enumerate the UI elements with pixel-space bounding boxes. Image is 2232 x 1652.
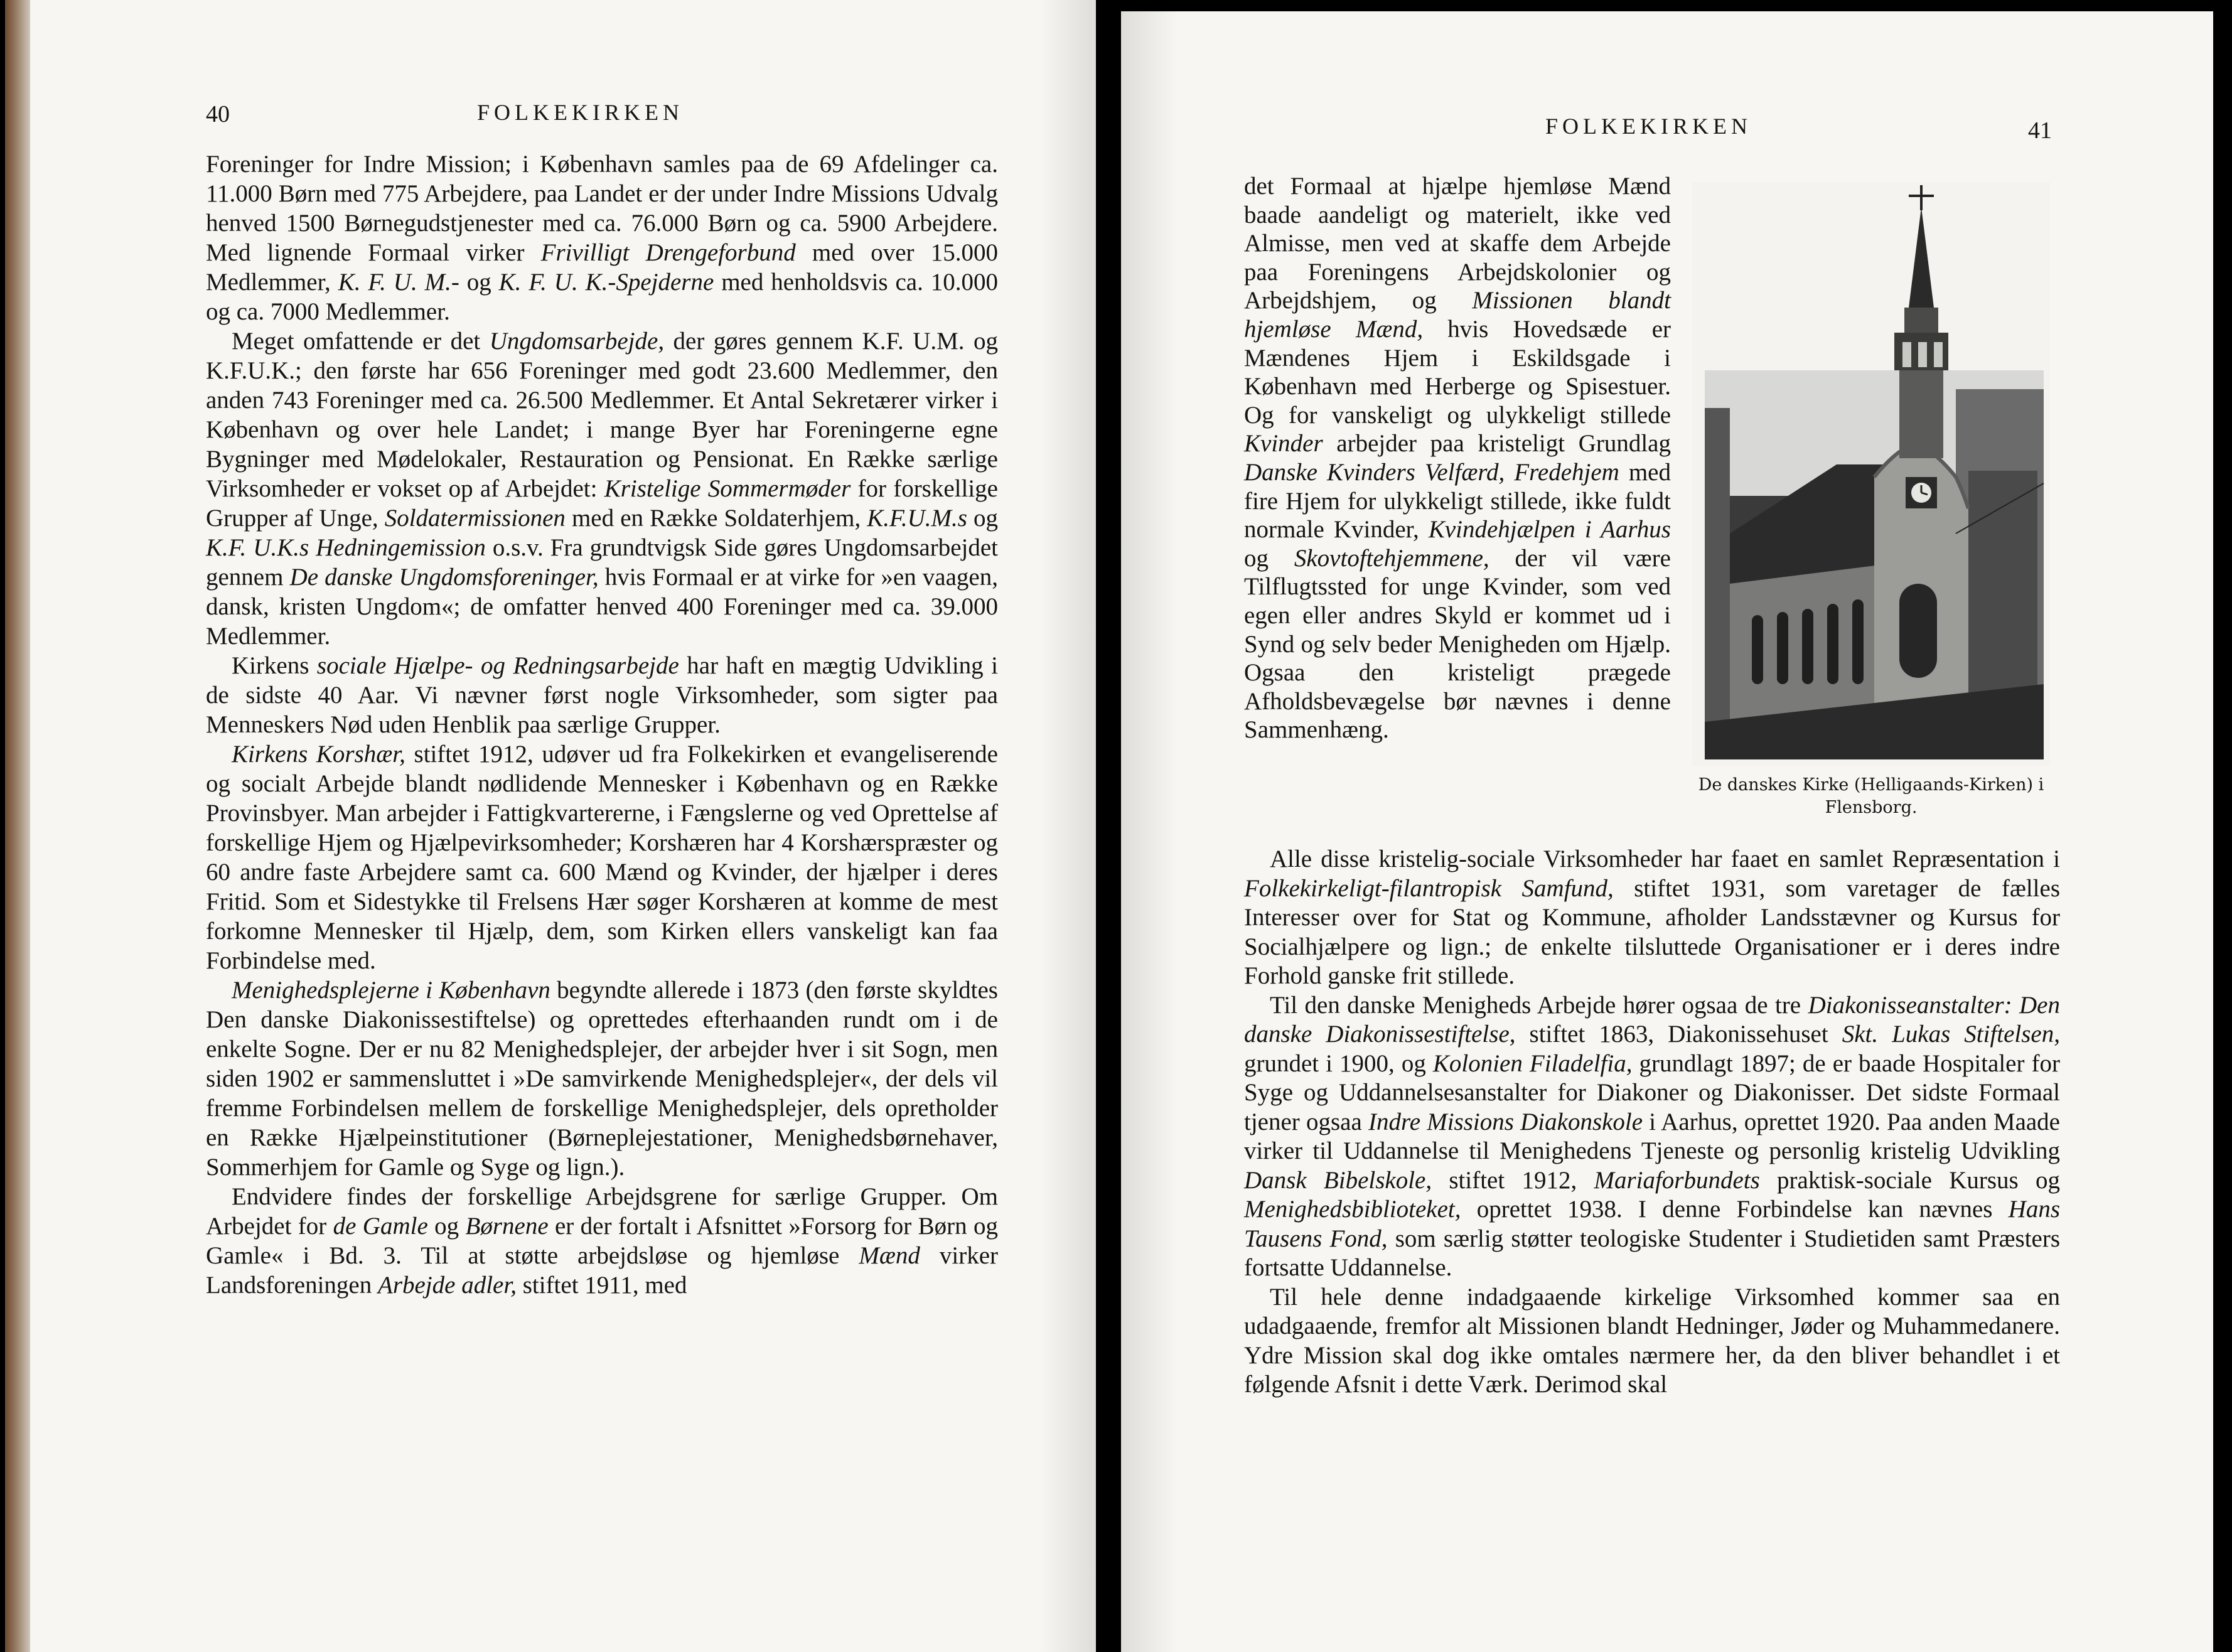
italic-term: Ungdomsarbejde, [489, 328, 665, 355]
book-edge [5, 0, 30, 1652]
italic-term: Danske Kvinders Velfærd, Fredehjem [1244, 458, 1619, 486]
italic-term: K.F.U.M.s [867, 505, 967, 532]
paragraph: Menighedsplejerne i København begyndte allerede i 1873 (den første skyldtes Den danske Diakonissestiftelse) og oprettedes efterhaanden rundt om i de enkelte Sogne. Der er nu 82 Menighedsplejer, der arbejder hver i sit Sogn, men siden 1902 er sammensluttet i »De samvirkende Menighedsplejer«, der dels vil fremme Forbindelsen mellem de forskellige Menighedsplejer, dels opretholder en Række Hjælpeinstitutioner (Børneplejestationer, Menighedsbørnehaver, Sommerhjem for Gamle og Syge og lign.). [206, 977, 998, 1181]
italic-term: Indre Missions Diakonskole [1368, 1108, 1643, 1135]
body-text [206, 149, 998, 1300]
church-photo [1692, 182, 2050, 766]
page-number: 41 [2028, 117, 2052, 144]
italic-term: Kvindehjælpen i Aarhus [1428, 516, 1671, 544]
italic-term: Diakonisseanstalter: Den danske Diakonissestiftelse, [1244, 991, 2060, 1048]
page-number: 40 [206, 101, 230, 127]
gutter-shadow [1039, 0, 1096, 1652]
body-text-beside-image [1244, 172, 1671, 744]
image-caption: De danskes Kirke (Helligaands-Kirken) i Flensborg. [1698, 775, 2044, 817]
italic-term: Arbejde adler, [378, 1272, 517, 1299]
gutter-shadow [1121, 11, 1178, 1652]
paragraph: Til hele denne indadgaaende kirkelige Virksomhed kommer saa en udadgaaende, fremfor alt Missionen blandt Hedninger, Jøder og Muhammedanere. Ydre Mission skal dog ikke omtales nærmere her, da den bliver behandlet i et følgende Afsnit i dette Værk. Derimod skal [1244, 1283, 2060, 1398]
italic-term: Kvinder [1244, 430, 1323, 458]
italic-term: K.F. U.K.s Hedningemission [206, 534, 486, 561]
italic-term: K. F. U. M. [338, 269, 451, 296]
italic-term: Kirkens Korshær, [231, 741, 405, 768]
italic-term: Mariaforbundets [1594, 1166, 1760, 1194]
italic-term: Soldatermissionen [384, 505, 566, 532]
italic-term: Kristelige Sommermøder [604, 475, 851, 502]
italic-term: K. F. U. K.-Spejderne [498, 269, 714, 296]
running-head: FOLKEKIRKEN [1545, 114, 1752, 139]
italic-term: Hans Tausens Fond, [1244, 1196, 2060, 1252]
italic-term: Missionen blandt hjemløse Mænd, [1244, 287, 1671, 343]
italic-term: Folkekirkeligt-filantropisk Samfund, [1244, 874, 1614, 902]
paragraph: det Formaal at hjælpe hjemløse Mænd baade aandeligt og materielt, ikke ved Almisse, men ved at skaffe dem Arbejde paa Foreningens Arbejdskolonier og Arbejdshjem, og Missionen blandt hjemløse Mænd, hvis Hovedsæde er Mændenes Hjem i Eskildsgade i København med Herberge og Spisestuer. Og for vanskeligt og ulykkeligt stillede Kvinder arbejder paa kristeligt Grundlag Danske Kvinders Velfærd, Fredehjem med fire Hjem for ulykkeligt stillede, ikke fuldt normale Kvinder, Kvindehjælpen i Aarhus og Skovtoftehjemmene, der vil være Tilflugtssted for unge Kvinder, som ved egen eller andres Skyld er kommet ud i Synd og selv beder Menigheden om Hjælp. Ogsaa den kristeligt prægede Afholdsbevægelse bør nævnes i denne Sammenhæng. [1244, 173, 1671, 744]
italic-term: De danske Ungdomsforeninger, [289, 564, 599, 591]
italic-term: Børnene [465, 1213, 549, 1240]
italic-term: Menighedsbiblioteket, [1244, 1196, 1461, 1223]
paragraph: Foreninger for Indre Mission; i København samles paa de 69 Afdelinger ca. 11.000 Børn med 775 Arbejdere, paa Landet er der under Indre Missions Udvalg henved 1500 Børnegudstjenester med ca. 76.000 Børn og ca. 5900 Arbejdere. Med lignende Formaal virker Frivilligt Drengeforbund med over 15.000 Medlemmer, K. F. U. M.- og K. F. U. K.-Spejderne med henholdsvis ca. 10.000 og ca. 7000 Medlemmer. [206, 151, 998, 325]
paragraph: Til den danske Menigheds Arbejde hører ogsaa de tre Diakonisseanstalter: Den danske Diakonissestiftelse, stiftet 1863, Diakonissehuset Skt. Lukas Stiftelsen, grundet i 1900, og Kolonien Filadelfia, grundlagt 1897; de er baade Hospitaler for Syge og Uddannelsesanstalter for Diakoner og Diakonisser. Det sidste Formaal tjener ogsaa Indre Missions Diakonskole i Aarhus, oprettet 1920. Paa anden Maade virker til Uddannelse til Menighedens Tjeneste og personlig kristelig Udvikling Dansk Bibelskole, stiftet 1912, Mariaforbundets praktisk-sociale Kursus og Menighedsbiblioteket, oprettet 1938. I denne Forbindelse kan nævnes Hans Tausens Fond, som særlig støtter teologiske Studenter i Studietiden samt Præsters fortsatte Uddannelse. [1244, 991, 2061, 1281]
italic-term: Menighedsplejerne i København [231, 977, 550, 1004]
running-head: FOLKEKIRKEN [477, 100, 684, 125]
italic-term: sociale Hjælpe- og Redningsarbejde [316, 652, 679, 679]
paragraph: Alle disse kristelig-sociale Virksomheder har faaet en samlet Repræsentation i Folkekirkeligt-filantropisk Samfund, stiftet 1931, som varetager de fælles Interesser over for Stat og Kommune, afholder Landsstævner og Kursus for Socialhjælpere og lign.; de enkelte tilsluttede Organisationer er i deres indre Forhold ganske frit stillede. [1244, 845, 2060, 989]
paragraph: Endvidere findes der forskellige Arbejdsgrene for særlige Grupper. Om Arbejdet for de Gamle og Børnene er der fortalt i Afsnittet »Forsorg for Børn og Gamle« i Bd. 3. Til at støtte arbejdsløse og hjemløse Mænd virker Landsforeningen Arbejde adler, stiftet 1911, med [206, 1183, 999, 1299]
body-text [1244, 845, 2060, 1400]
italic-term: Frivilligt Drengeforbund [540, 239, 796, 266]
italic-term: Skt. Lukas Stiftelsen, [1842, 1021, 2060, 1048]
paragraph: Meget omfattende er det Ungdomsarbejde, der gøres gennem K.F. U.M. og K.F.U.K.; den første har 656 Foreninger med godt 23.600 Medlemmer, den anden 743 Foreninger med ca. 26.500 Medlemmer. Et Antal Sekretærer virker i København og over hele Landet; i mange Byer har Foreningerne egne Bygninger med Mødelokaler, Restauration og Pensionat. En Række særlige Virksomheder er vokset op af Arbejdet: Kristelige Sommermøder for forskellige Grupper af Unge, Soldatermissionen med en Række Soldaterhjem, K.F.U.M.s og K.F. U.K.s Hedningemission o.s.v. Fra grundtvigsk Side gøres Ungdomsarbejdet gennem De danske Ungdomsforeninger, hvis Formaal er at virke for »en vaagen, dansk, kristen Ungdom«; de omfatter henved 400 Foreninger med ca. 39.000 Medlemmer. [206, 328, 998, 650]
paragraph: Kirkens Korshær, stiftet 1912, udøver ud fra Folkekirken et evangeliserende og socialt Arbejde blandt nødlidende Mennesker i København og en Række Provinsbyer. Man arbejder i Fattigkvartererne, i Fængslerne og ved Oprettelse af forskellige Hjem og Hjælpevirksomheder; Korshæren har 4 Korshærspræster og 60 andre faste Arbejdere samt ca. 600 Mænd og Kvinder, der hjælper i deres Fritid. Som et Sidestykke til Frelsens Hær søger Korshæren at komme de mest forkomne Mennesker til Hjælp, dem, som Kirken ellers vanskeligt kan faa Forbindelse med. [206, 741, 998, 974]
right-page [1121, 11, 2213, 1652]
italic-term: Mænd [859, 1242, 920, 1269]
italic-term: Skovtoftehjemmene, [1294, 544, 1489, 572]
paragraph: Kirkens sociale Hjælpe- og Redningsarbejde har haft en mægtig Udvikling i de sidste 40 Aar. Vi nævner først nogle Virksomheder, som sigter paa Menneskers Nød uden Henblik paa særlige Grupper. [206, 652, 998, 738]
italic-term: Dansk Bibelskole, [1244, 1166, 1432, 1194]
left-page [5, 0, 1096, 1652]
italic-term: de Gamle [333, 1213, 428, 1240]
italic-term: Kolonien Filadelfia, [1432, 1049, 1633, 1077]
